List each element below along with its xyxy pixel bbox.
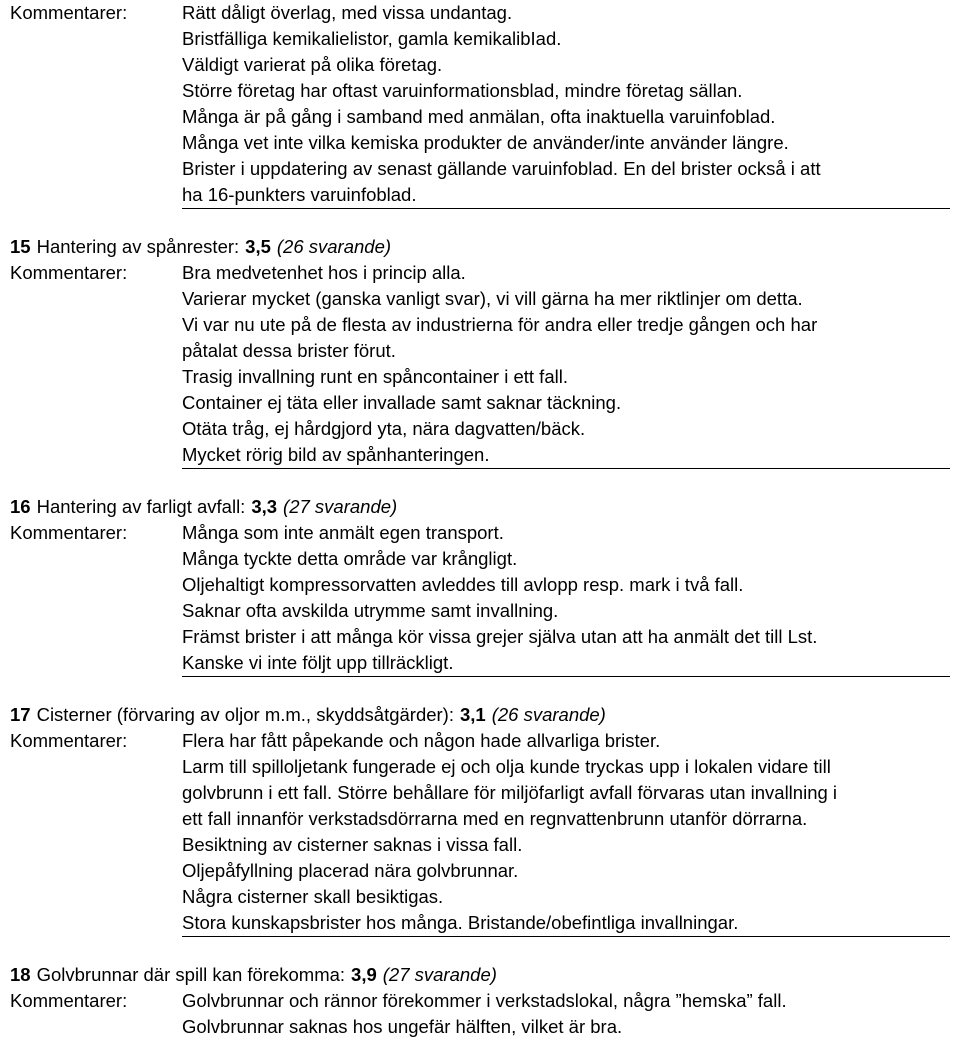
comment-line: ett fall innanför verkstadsdörrarna med en regnvattenbrunn utanför dörrarna. (182, 808, 808, 829)
section-comments (10, 728, 960, 937)
section-respondents: (26 svarande) (276, 236, 392, 257)
comment-line: påtalat dessa brister förut. (182, 340, 396, 361)
comment-line: Många är på gång i samband med anmälan, ofta inaktuella varuinfoblad. (182, 106, 776, 127)
comment-line: Stora kunskapsbrister hos många. Bristande/obefintliga invallningar. (182, 912, 739, 933)
comment-line: Bristfälliga kemikalielistor, gamla kemikalibIad. (182, 28, 562, 49)
intro-comments (10, 0, 960, 209)
comments-label: Kommentarer: (10, 522, 128, 543)
comment-line: golvbrunn i ett fall. Större behållare för miljöfarligt avfall förvaras utan invallning i (182, 782, 838, 803)
section-heading (10, 234, 960, 260)
section-15 (10, 234, 960, 469)
comments-label: Kommentarer: (10, 730, 128, 751)
section-number: 16 (10, 496, 31, 517)
comment-line: Golvbrunnar och rännor förekommer i verkstadslokal, några ”hemska” fall. (182, 990, 787, 1011)
section-heading (10, 494, 960, 520)
section-title: Hantering av farligt avfall: (36, 496, 246, 517)
comment-line: Mycket rörig bild av spånhanteringen. (182, 444, 490, 465)
section-score: 3,9 (351, 964, 377, 985)
comment-line: Några cisterner skall besiktigas. (182, 886, 444, 907)
comment-line: ha 16-punkters varuinfoblad. (182, 184, 417, 205)
section-heading (10, 702, 960, 728)
section-respondents: (26 svarande) (491, 704, 606, 725)
section-respondents: (27 svarande) (382, 964, 497, 985)
comments-lines (182, 988, 950, 1040)
comment-line: Golvbrunnar saknas hos ungefär hälften, vilket är bra. (182, 1016, 623, 1037)
comment-line: Större företag har oftast varuinformationsblad, mindre företag sällan. (182, 80, 743, 101)
comment-line: Bra medvetenhet hos i princip alla. (182, 262, 466, 283)
comments-lines (182, 0, 950, 209)
section-17 (10, 702, 960, 937)
section-score: 3,3 (251, 496, 278, 517)
comment-line: Container ej täta eller invallade samt saknar täckning. (182, 392, 622, 413)
section-heading (10, 962, 960, 988)
section-number: 18 (10, 964, 31, 985)
comment-line: Många tyckte detta område var krångligt. (182, 548, 518, 569)
comment-line: Saknar ofta avskilda utrymme samt invallning. (182, 600, 559, 621)
section-title: Golvbrunnar där spill kan förekomma: (36, 964, 346, 985)
section-comments (10, 988, 960, 1040)
comment-line: Många vet inte vilka kemiska produkter de använder/inte använder längre. (182, 132, 789, 153)
comment-line: Varierar mycket (ganska vanligt svar), vi vill gärna ha mer riktlinjer om detta. (182, 288, 803, 309)
comment-line: Trasig invallning runt en spåncontainer i ett fall. (182, 366, 568, 387)
comments-lines (182, 728, 950, 937)
comment-line: Larm till spilloljetank fungerade ej och olja kunde tryckas upp i lokalen vidare till (182, 756, 831, 777)
comment-line: Många som inte anmält egen transport. (182, 522, 504, 543)
comment-line: Rätt dåligt överlag, med vissa undantag. (182, 2, 513, 23)
section-title: Cisterner (förvaring av oljor m.m., skyddsåtgärder): (36, 704, 454, 725)
comment-line: Oljepåfyllning placerad nära golvbrunnar. (182, 860, 519, 881)
comments-label: Kommentarer: (10, 262, 128, 283)
comment-line: Otäta tråg, ej hårdgjord yta, nära dagvatten/bäck. (182, 418, 586, 439)
section-18 (10, 962, 960, 1040)
section-comments (10, 520, 960, 677)
comment-line: Främst brister i att många kör vissa grejer själva utan att ha anmält det till Lst. (182, 626, 818, 647)
comment-line: Besiktning av cisterner saknas i vissa fall. (182, 834, 523, 855)
section-title: Hantering av spånrester: (36, 236, 240, 257)
comments-label: Kommentarer: (10, 990, 128, 1011)
comment-line: Brister i uppdatering av senast gällande varuinfoblad. En del brister också i att (182, 158, 821, 179)
comment-line: Vi var nu ute på de flesta av industrierna för andra eller tredje gången och har (182, 314, 818, 335)
comment-line: Kanske vi inte följt upp tillräckligt. (182, 652, 454, 673)
comment-line: Oljehaltigt kompressorvatten avleddes till avlopp resp. mark i två fall. (182, 574, 744, 595)
section-16 (10, 494, 960, 677)
comments-label: Kommentarer: (10, 2, 128, 23)
comment-line: Väldigt varierat på olika företag. (182, 54, 443, 75)
comments-lines (182, 520, 950, 677)
section-score: 3,1 (459, 704, 486, 725)
section-number: 15 (10, 236, 31, 257)
section-score: 3,5 (245, 236, 271, 257)
section-respondents: (27 svarande) (283, 496, 398, 517)
comments-lines (182, 260, 950, 469)
section-comments (10, 260, 960, 469)
comment-line: Flera har fått påpekande och någon hade allvarliga brister. (182, 730, 661, 751)
section-number: 17 (10, 704, 31, 725)
